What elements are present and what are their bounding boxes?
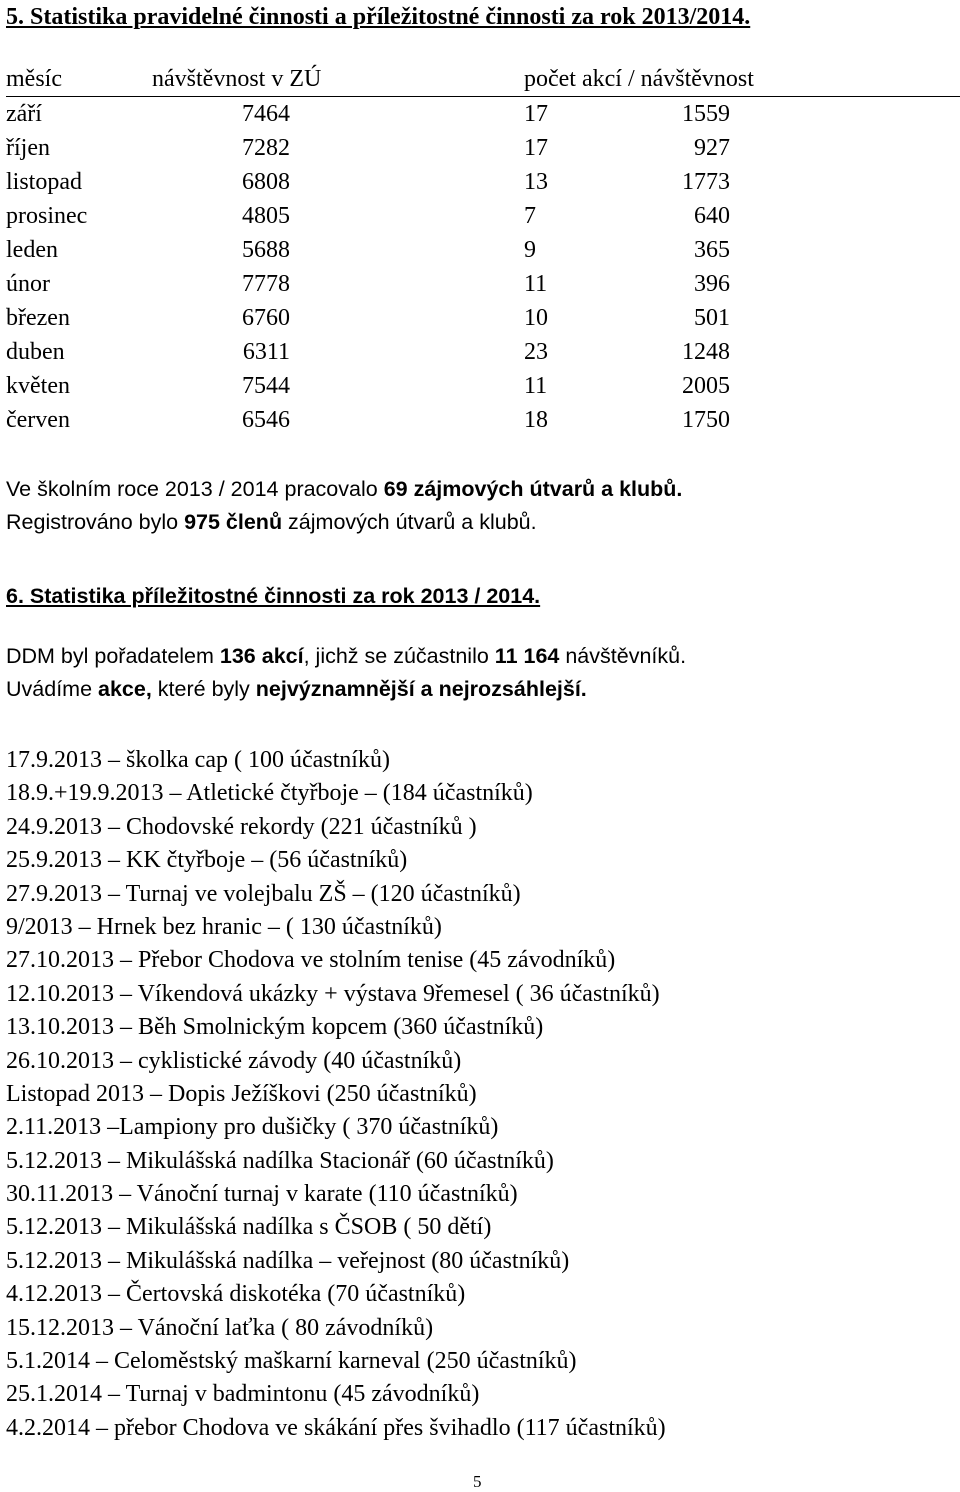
event-item: 12.10.2013 – Víkendová ukázky + výstava 9řemesel ( 36 účastníků) xyxy=(6,980,660,1007)
cell-visits: 6760 xyxy=(242,305,290,331)
cell-visits: 7464 xyxy=(242,101,290,127)
cell-attendance: 927 xyxy=(694,135,730,161)
cell-visits: 7778 xyxy=(242,271,290,297)
event-item: 5.12.2013 – Mikulášská nadílka s ČSOB ( 50 dětí) xyxy=(6,1214,492,1241)
cell-month: leden xyxy=(6,237,58,263)
intro-text: , jichž se zúčastnilo xyxy=(303,644,495,668)
cell-visits: 6808 xyxy=(242,169,290,195)
cell-events: 11 xyxy=(524,373,548,399)
intro-text: Uvádíme xyxy=(6,677,99,701)
event-item: 25.1.2014 – Turnaj v badmintonu (45 závodníků) xyxy=(6,1381,480,1408)
page-number: 5 xyxy=(473,1472,482,1491)
events-list xyxy=(6,744,666,1445)
cell-month: únor xyxy=(6,271,50,297)
table-row xyxy=(6,267,960,301)
cell-attendance: 1773 xyxy=(682,169,730,195)
event-item: 15.12.2013 – Vánoční laťka ( 80 závodníků) xyxy=(6,1314,434,1341)
event-item: 2.11.2013 –Lampiony pro dušičky ( 370 účastníků) xyxy=(6,1114,499,1141)
intro-text: návštěvníků. xyxy=(559,644,687,668)
cell-month: březen xyxy=(6,305,70,331)
table-row xyxy=(6,131,960,165)
cell-events: 11 xyxy=(524,271,548,297)
summary-text: zájmových útvarů a klubů. xyxy=(282,510,537,534)
cell-month: říjen xyxy=(6,135,50,161)
cell-attendance: 501 xyxy=(694,305,730,331)
cell-events: 17 xyxy=(524,135,548,161)
table-row xyxy=(6,233,960,267)
table-header xyxy=(6,62,960,97)
event-item: 27.10.2013 – Přebor Chodova ve stolním tenise (45 závodníků) xyxy=(6,947,616,974)
intro-line-2 xyxy=(6,673,587,706)
summary-line-2 xyxy=(6,506,537,539)
intro-text-bold: akce, xyxy=(98,677,152,701)
cell-attendance: 396 xyxy=(694,271,730,297)
cell-attendance: 1750 xyxy=(682,407,730,433)
cell-attendance: 640 xyxy=(694,203,730,229)
section-5-heading: 5. Statistika pravidelné činnosti a příležitostné činnosti za rok 2013/2014. xyxy=(6,4,751,30)
event-item: 24.9.2013 – Chodovské rekordy (221 účastníků ) xyxy=(6,813,477,840)
table-row xyxy=(6,301,960,335)
cell-events: 23 xyxy=(524,339,548,365)
cell-events: 10 xyxy=(524,305,548,331)
intro-text: které byly xyxy=(151,677,256,701)
event-item: 30.11.2013 – Vánoční turnaj v karate (110 účastníků) xyxy=(6,1181,518,1208)
cell-visits: 7544 xyxy=(242,373,290,399)
event-item: 5.12.2013 – Mikulášská nadílka Stacionář (60 účastníků) xyxy=(6,1147,554,1174)
header-visits: návštěvnost v ZÚ xyxy=(152,66,322,92)
cell-visits: 6546 xyxy=(242,407,290,433)
summary-line-1 xyxy=(6,473,682,506)
table-row xyxy=(6,199,960,233)
cell-visits: 5688 xyxy=(242,237,290,263)
cell-attendance: 365 xyxy=(694,237,730,263)
table-body xyxy=(6,97,960,437)
cell-month: květen xyxy=(6,373,70,399)
cell-events: 7 xyxy=(524,203,536,229)
monthly-statistics-table xyxy=(6,62,960,437)
event-item: 5.12.2013 – Mikulášská nadílka – veřejnost (80 účastníků) xyxy=(6,1247,570,1274)
intro-line-1 xyxy=(6,640,686,673)
event-item: Listopad 2013 – Dopis Ježíškovi (250 účastníků) xyxy=(6,1080,477,1107)
cell-attendance: 1559 xyxy=(682,101,730,127)
header-events-attendance: počet akcí / návštěvnost xyxy=(524,66,754,92)
section-6-heading: 6. Statistika příležitostné činnosti za rok 2013 / 2014. xyxy=(6,584,541,608)
table-row xyxy=(6,165,960,199)
event-item: 26.10.2013 – cyklistické závody (40 účastníků) xyxy=(6,1047,462,1074)
event-item: 4.2.2014 – přebor Chodova ve skákání přes švihadlo (117 účastníků) xyxy=(6,1414,666,1441)
summary-text: Ve školním roce 2013 / 2014 pracovalo xyxy=(6,477,384,501)
cell-visits: 7282 xyxy=(242,135,290,161)
intro-text-bold: nejvýznamnější a nejrozsáhlejší. xyxy=(255,677,587,701)
cell-events: 18 xyxy=(524,407,548,433)
event-item: 5.1.2014 – Celoměstský maškarní karneval (250 účastníků) xyxy=(6,1348,577,1375)
cell-month: listopad xyxy=(6,169,82,195)
summary-members-count: 975 členů xyxy=(184,510,283,534)
event-item: 4.12.2013 – Čertovská diskotéka (70 účastníků) xyxy=(6,1281,466,1308)
cell-attendance: 2005 xyxy=(682,373,730,399)
summary-clubs-count: 69 zájmových útvarů a klubů. xyxy=(383,477,683,501)
table-row xyxy=(6,335,960,369)
cell-visits: 6311 xyxy=(242,339,290,365)
intro-text: DDM byl pořadatelem xyxy=(6,644,220,668)
event-item: 13.10.2013 – Běh Smolnickým kopcem (360 účastníků) xyxy=(6,1014,544,1041)
event-item: 9/2013 – Hrnek bez hranic – ( 130 účastníků) xyxy=(6,913,442,940)
cell-events: 13 xyxy=(524,169,548,195)
cell-attendance: 1248 xyxy=(682,339,730,365)
cell-month: prosinec xyxy=(6,203,88,229)
cell-month: červen xyxy=(6,407,70,433)
cell-events: 9 xyxy=(524,237,536,263)
table-row xyxy=(6,97,960,131)
cell-visits: 4805 xyxy=(242,203,290,229)
summary-text: Registrováno bylo xyxy=(6,510,185,534)
intro-events-count: 136 akcí xyxy=(219,644,304,668)
cell-month: září xyxy=(6,101,42,127)
cell-events: 17 xyxy=(524,101,548,127)
table-row xyxy=(6,369,960,403)
table-row xyxy=(6,403,960,437)
event-item: 18.9.+19.9.2013 – Atletické čtyřboje – (184 účastníků) xyxy=(6,780,533,807)
event-item: 17.9.2013 – školka cap ( 100 účastníků) xyxy=(6,747,390,773)
intro-visitors-count: 11 164 xyxy=(494,644,560,668)
cell-month: duben xyxy=(6,339,65,365)
event-item: 25.9.2013 – KK čtyřboje – (56 účastníků) xyxy=(6,847,408,874)
header-month: měsíc xyxy=(6,66,62,92)
event-item: 27.9.2013 – Turnaj ve volejbalu ZŠ – (120 účastníků) xyxy=(6,880,521,907)
